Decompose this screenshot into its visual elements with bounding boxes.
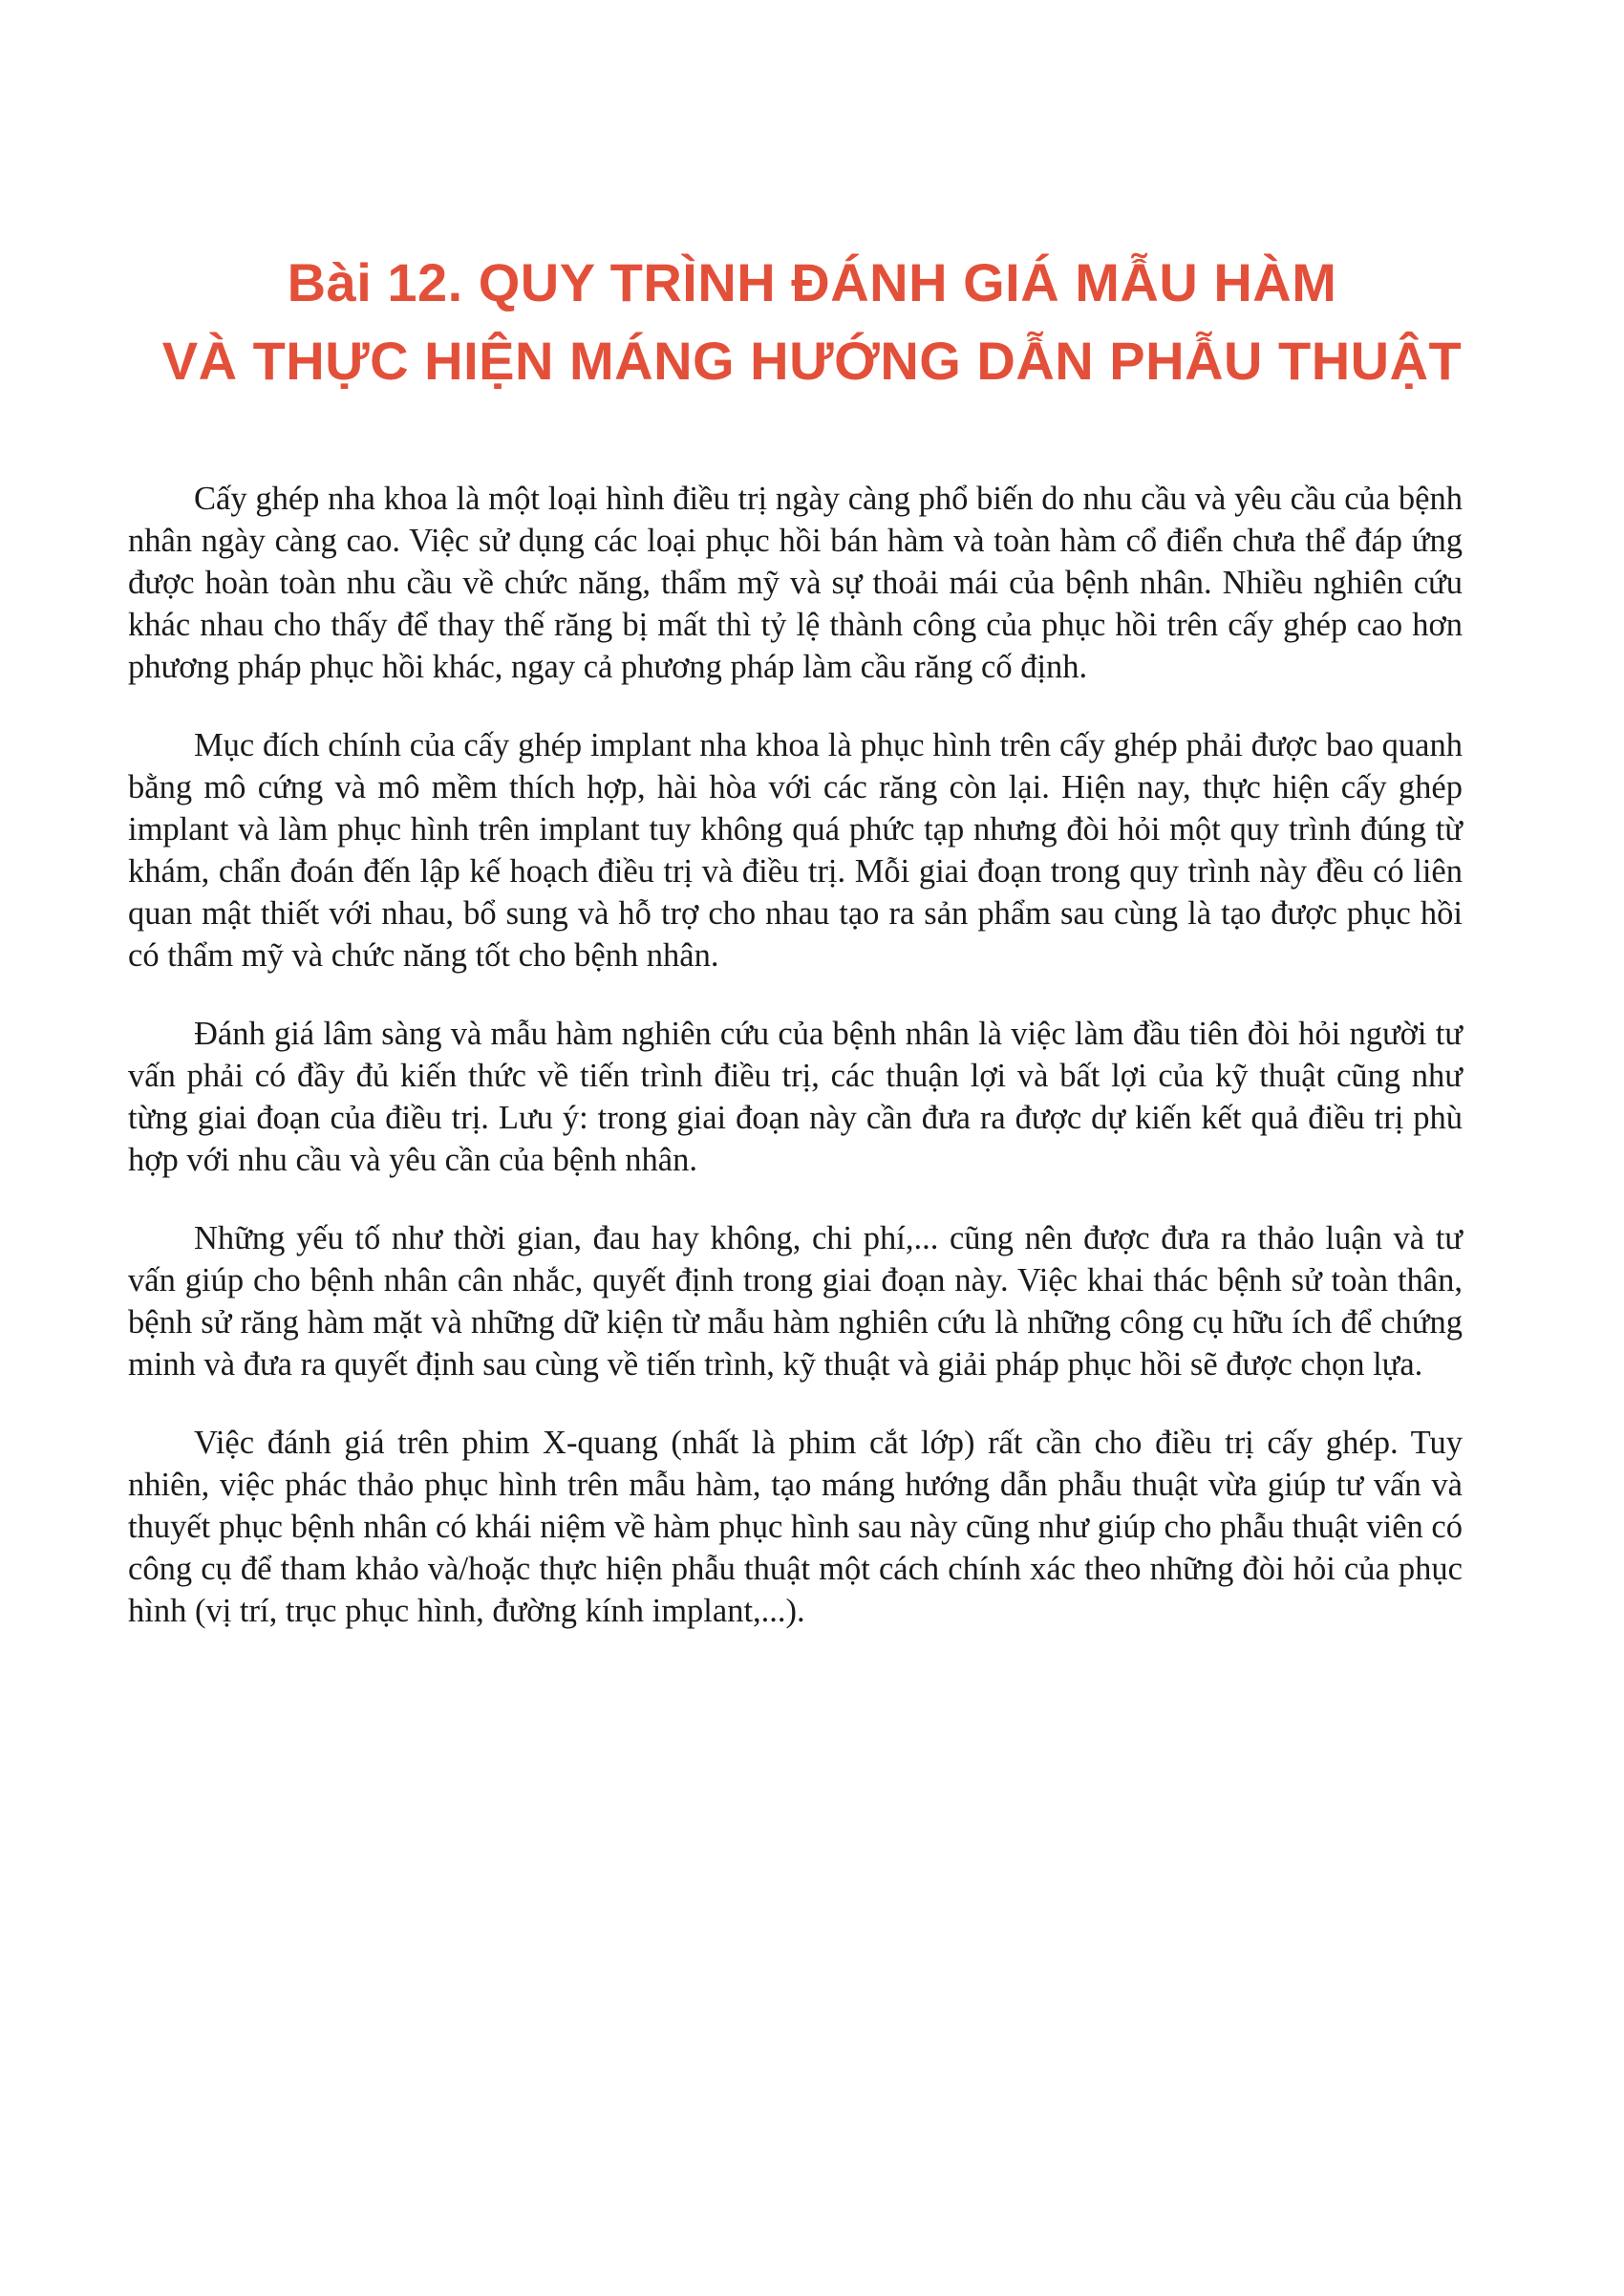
paragraph-4: Những yếu tố như thời gian, đau hay không, chi phí,... cũng nên được đưa ra thảo luận và tư vấn giúp cho bệnh nhân cân nhắc, quyết định trong giai đoạn này. Việc khai thác bệnh sử toàn thân, bệnh sử răng hàm mặt và những dữ kiện từ mẫu hàm nghiên cứu là những công cụ hữu ích để chứng minh và đưa ra quyết định sau cùng về tiến trình, kỹ thuật và giải pháp phục hồi sẽ được chọn lựa. [128,1220,1463,1383]
chapter-title [0,244,1624,400]
paragraph-5: Việc đánh giá trên phim X-quang (nhất là phim cắt lớp) rất cần cho điều trị cấy ghép. Tuy nhiên, việc phác thảo phục hình trên mẫu hàm, tạo máng hướng dẫn phẫu thuật vừa giúp tư vấn và thuyết phục bệnh nhân có khái niệm về hàm phục hình sau này cũng như giúp cho phẫu thuật viên có công cụ để tham khảo và/hoặc thực hiện phẫu thuật một cách chính xác theo những đòi hỏi của phục hình (vị trí, trục phục hình, đường kính implant,...). [128,1425,1463,1629]
paragraph-3: Đánh giá lâm sàng và mẫu hàm nghiên cứu của bệnh nhân là việc làm đầu tiên đòi hỏi người tư vấn phải có đầy đủ kiến thức về tiến trình điều trị, các thuận lợi và bất lợi của kỹ thuật cũng như từng giai đoạn của điều trị. Lưu ý: trong giai đoạn này cần đưa ra được dự kiến kết quả điều trị phù hợp với nhu cầu và yêu cần của bệnh nhân. [128,1016,1463,1178]
chapter-title-line-1: Bài 12. QUY TRÌNH ĐÁNH GIÁ MẪU HÀM [287,252,1337,312]
paragraph-1: Cấy ghép nha khoa là một loại hình điều trị ngày càng phổ biến do nhu cầu và yêu cầu của bệnh nhân ngày càng cao. Việc sử dụng các loại phục hồi bán hàm và toàn hàm cổ điển chưa thể đáp ứng được hoàn toàn nhu cầu về chức năng, thẩm mỹ và sự thoải mái của bệnh nhân. Nhiều nghiên cứu khác nhau cho thấy để thay thế răng bị mất thì tỷ lệ thành công của phục hồi trên cấy ghép cao hơn phương pháp phục hồi khác, ngay cả phương pháp làm cầu răng cố định. [128,481,1463,685]
body-text [128,478,1463,1668]
paragraph-2: Mục đích chính của cấy ghép implant nha khoa là phục hình trên cấy ghép phải được bao quanh bằng mô cứng và mô mềm thích hợp, hài hòa với các răng còn lại. Hiện nay, thực hiện cấy ghép implant và làm phục hình trên implant tuy không quá phức tạp nhưng đòi hỏi một quy trình đúng từ khám, chẩn đoán đến lập kế hoạch điều trị và điều trị. Mỗi giai đoạn trong quy trình này đều có liên quan mật thiết với nhau, bổ sung và hỗ trợ cho nhau tạo ra sản phẩm sau cùng là tạo được phục hồi có thẩm mỹ và chức năng tốt cho bệnh nhân. [128,727,1463,974]
chapter-title-line-2: VÀ THỰC HIỆN MÁNG HƯỚNG DẪN PHẪU THUẬT [161,331,1463,391]
